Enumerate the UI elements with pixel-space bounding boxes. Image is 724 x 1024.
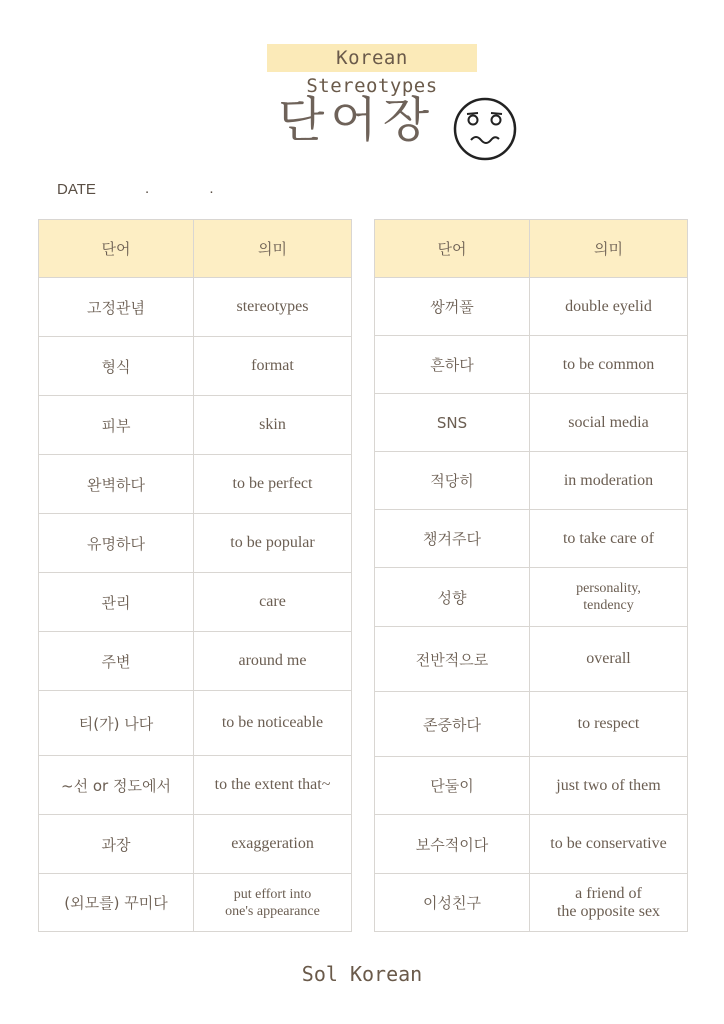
word-cell: ~선 or 정도에서 <box>39 756 194 815</box>
meaning-cell <box>530 874 688 932</box>
table-row <box>375 394 688 452</box>
column-header-word: 단어 <box>375 220 530 278</box>
column-header-word: 단어 <box>39 220 194 278</box>
meaning-cell: care <box>194 573 352 632</box>
meaning-cell: format <box>194 337 352 396</box>
meaning-cell: skin <box>194 396 352 455</box>
word-cell: 챙겨주다 <box>375 510 530 568</box>
table-row <box>39 691 352 756</box>
table-row <box>375 278 688 336</box>
word-cell: 주변 <box>39 632 194 691</box>
table-row <box>39 337 352 396</box>
word-cell: 성향 <box>375 568 530 627</box>
meaning-cell: around me <box>194 632 352 691</box>
meaning-cell: to take care of <box>530 510 688 568</box>
meaning-line: put effort into <box>233 886 312 902</box>
footer-brand: Sol Korean <box>301 962 423 986</box>
word-cell: 티(가) 나다 <box>39 691 194 756</box>
meaning-cell: to be popular <box>194 514 352 573</box>
word-cell: 쌍꺼풀 <box>375 278 530 336</box>
table-row <box>375 568 688 627</box>
column-header-meaning: 의미 <box>530 220 688 278</box>
word-cell: 적당히 <box>375 452 530 510</box>
meaning-line: personality, <box>576 581 641 596</box>
meaning-cell: to respect <box>530 692 688 757</box>
meaning-cell: to be common <box>530 336 688 394</box>
meaning-cell: double eyelid <box>530 278 688 336</box>
meaning-cell: stereotypes <box>194 278 352 337</box>
meaning-cell <box>194 874 352 932</box>
meaning-cell: social media <box>530 394 688 452</box>
meaning-cell: just two of them <box>530 757 688 815</box>
table-row <box>39 632 352 691</box>
table-row <box>375 627 688 692</box>
table-row <box>39 874 352 932</box>
meaning-line: one's appearance <box>225 903 320 919</box>
vocab-table-left <box>38 219 352 932</box>
word-cell: 관리 <box>39 573 194 632</box>
meaning-cell: exaggeration <box>194 815 352 874</box>
meaning-line: a friend of <box>575 884 642 902</box>
table-row <box>39 278 352 337</box>
word-cell: 형식 <box>39 337 194 396</box>
table-row <box>375 692 688 757</box>
worksheet-subtitle: Korean Stereotypes <box>267 44 477 72</box>
meaning-cell: to the extent that~ <box>194 756 352 815</box>
word-cell: 보수적이다 <box>375 815 530 874</box>
table-row <box>375 452 688 510</box>
meaning-cell: to be noticeable <box>194 691 352 756</box>
word-cell: 고정관념 <box>39 278 194 337</box>
word-cell: (외모를) 꾸미다 <box>39 874 194 932</box>
word-cell: 피부 <box>39 396 194 455</box>
table-row <box>39 396 352 455</box>
meaning-cell <box>530 568 688 627</box>
word-cell: SNS <box>375 394 530 452</box>
date-label: DATE <box>57 181 96 198</box>
word-cell: 전반적으로 <box>375 627 530 692</box>
vocab-table-right <box>374 219 688 932</box>
meaning-cell: overall <box>530 627 688 692</box>
word-cell: 유명하다 <box>39 514 194 573</box>
word-cell: 흔하다 <box>375 336 530 394</box>
meaning-cell: to be perfect <box>194 455 352 514</box>
word-cell: 존중하다 <box>375 692 530 757</box>
word-cell: 과장 <box>39 815 194 874</box>
table-row <box>39 756 352 815</box>
word-cell: 이성친구 <box>375 874 530 932</box>
word-cell: 단둘이 <box>375 757 530 815</box>
table-row <box>39 815 352 874</box>
word-cell: 완벽하다 <box>39 455 194 514</box>
table-row <box>39 573 352 632</box>
meaning-cell: in moderation <box>530 452 688 510</box>
table-row <box>39 455 352 514</box>
table-row <box>375 510 688 568</box>
table-row <box>375 757 688 815</box>
worksheet-title: 단어장 <box>278 92 436 148</box>
table-row <box>375 815 688 874</box>
date-separators: . . <box>145 180 242 197</box>
column-header-meaning: 의미 <box>194 220 352 278</box>
table-row <box>375 874 688 932</box>
table-row <box>39 514 352 573</box>
table-row <box>375 336 688 394</box>
meaning-cell: to be conservative <box>530 815 688 874</box>
worried-face-icon <box>452 96 518 162</box>
meaning-line: tendency <box>583 598 634 613</box>
meaning-line: the opposite sex <box>556 902 661 920</box>
